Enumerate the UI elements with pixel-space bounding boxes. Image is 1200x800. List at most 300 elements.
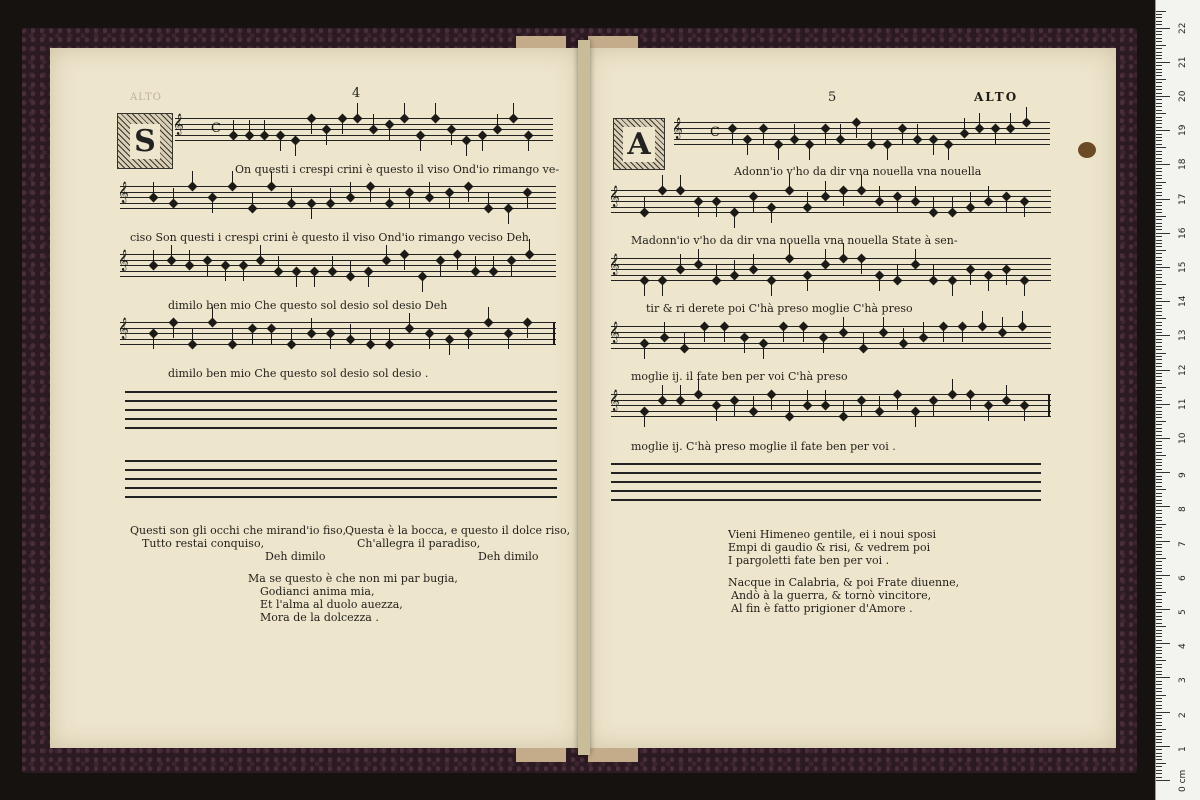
ruler-tick [1156,390,1162,391]
note-stem [962,328,963,342]
note-stem [915,186,916,200]
ruler-tick [1156,414,1162,415]
time-signature-icon: C [211,121,221,136]
ruler-tick [1156,681,1162,682]
note-stem [153,250,154,264]
left-page [50,48,580,748]
note-stem [753,254,754,268]
note-stem [291,329,292,343]
ruler-tick [1156,482,1162,483]
ruler-tick [1156,513,1162,514]
ruler-tick [1156,756,1162,757]
note-stem [260,245,261,259]
note-stem [970,192,971,206]
note-stem [680,385,681,399]
ruler-tick [1156,712,1170,713]
ruler-tick [1156,342,1162,343]
note-stem [716,203,717,217]
ruler-tick [1156,606,1162,607]
ink-stain [1078,142,1096,158]
ruler-tick [1156,298,1162,299]
note-stem [664,322,665,336]
ruler-number: 15 [1178,261,1188,273]
note-stem [350,261,351,275]
note-stem [734,214,735,228]
ruler-tick [1156,459,1162,460]
clef-icon: 𝄞 [118,250,129,271]
note-stem [716,265,717,279]
note-stem [153,335,154,349]
note-stem [902,130,903,144]
ruler-tick [1156,332,1162,333]
note-stem [744,339,745,353]
ruler-tick [1156,753,1162,754]
ruler-tick [1156,496,1162,497]
verse-stanza-2: Questa è la bocca, e questo il dolce riso, Ch'allegra il paradiso, Deh dimilo [345,524,571,563]
ruler-tick [1156,171,1162,172]
ruler-tick [1156,11,1166,12]
ruler-tick [1156,291,1162,292]
note-stem [778,146,779,160]
ruler-tick [1156,394,1162,395]
note-stem [420,137,421,151]
note-stem [789,401,790,415]
clef-icon: 𝄞 [609,390,620,411]
ruler-tick [1156,780,1170,781]
note-stem [1006,198,1007,212]
ruler-tick [1156,86,1162,87]
note-stem [825,130,826,144]
note-stem [357,103,358,117]
clef-icon: 𝄞 [609,322,620,343]
ruler-tick [1156,311,1162,312]
lyric-line: On questi i crespi crini è questo il viso Ond'io rimango ve- [235,163,560,176]
ruler-tick [1156,21,1162,22]
ruler-tick [1156,763,1166,764]
note-stem [771,396,772,410]
note-stem [173,188,174,202]
note-stem [933,265,934,279]
note-stem [809,146,810,160]
note-stem [903,328,904,342]
note-stem [429,182,430,196]
ruler-tick [1156,216,1166,217]
ruler-tick [1156,500,1162,501]
note-stem [716,407,717,421]
ruler-tick [1156,411,1162,412]
ruler-tick [1156,140,1162,141]
ruler-tick [1156,82,1162,83]
ruler-tick [1156,486,1162,487]
ruler-tick [1156,243,1162,244]
ruler-tick [1156,48,1162,49]
ruler-tick [1156,647,1162,648]
clef-icon: 𝄞 [609,254,620,275]
ruler-tick [1156,736,1162,737]
ruler-tick [1156,695,1166,696]
note-stem [497,114,498,128]
lyric-line: Madonn'io v'ho da dir vna nouella vna nouella State à sen- [631,234,958,247]
note-stem [389,126,390,140]
decorated-initial: S [117,113,173,169]
ruler-tick [1156,130,1170,131]
ruler-tick [1156,623,1162,624]
ruler-tick [1156,264,1162,265]
ruler-tick [1156,301,1170,302]
ruler-number: 16 [1178,227,1188,239]
ruler-tick [1156,650,1162,651]
note-stem [457,256,458,270]
note-stem [732,130,733,144]
note-stem [350,182,351,196]
final-barline [553,322,555,345]
note-stem [923,322,924,336]
ruler-tick [1156,534,1162,535]
ruler-tick [1156,431,1162,432]
note-stem [662,175,663,189]
lyric-line: dimilo ben mio Che questo sol desio sol desio Deh [168,299,448,312]
ruler-tick [1156,619,1162,620]
ruler-tick [1156,113,1166,114]
ruler-tick [1156,233,1170,234]
ruler-tick [1156,199,1170,200]
ruler-number: 22 [1178,22,1188,34]
note-stem [435,103,436,117]
ruler-tick [1156,209,1162,210]
ruler-tick [1156,739,1162,740]
ruler-tick [1156,103,1162,104]
ruler-tick [1156,182,1166,183]
ruler-tick [1156,578,1162,579]
ruler-tick [1156,339,1162,340]
ruler-tick [1156,329,1162,330]
ruler-tick [1156,530,1162,531]
note-stem [232,329,233,343]
note-stem [644,345,645,359]
ruler-tick [1156,407,1162,408]
ruler-tick [1156,31,1162,32]
note-stem [278,256,279,270]
note-stem [326,131,327,145]
ruler-tick [1156,568,1162,569]
note-stem [843,192,844,206]
note-stem [212,199,213,213]
note-stem [879,186,880,200]
ruler-tick [1156,524,1166,525]
ruler-tick [1156,674,1162,675]
decorated-initial: A [613,118,665,170]
ruler-tick [1156,168,1162,169]
note-stem [249,120,250,134]
ruler-tick [1156,349,1162,350]
ruler-tick [1156,770,1162,771]
ruler-tick [1156,616,1162,617]
ruler-tick [1156,226,1162,227]
ruler-tick [1156,421,1166,422]
note-stem [1026,107,1027,121]
ruler-tick [1156,229,1162,230]
note-stem [468,335,469,349]
ruler-tick [1156,270,1162,271]
ruler-number: 7 [1178,540,1188,547]
note-stem [684,333,685,347]
note-stem [988,186,989,200]
ruler-tick [1156,253,1162,254]
ruler-tick [1156,592,1166,593]
note-stem [488,193,489,207]
note-stem [449,341,450,355]
empty-staff [611,463,1041,485]
ruler-tick [1156,472,1170,473]
ruler-tick [1156,469,1162,470]
note-stem [644,197,645,211]
note-stem [1024,282,1025,296]
note-stem [1002,317,1003,331]
note-stem [861,402,862,416]
ruler-tick [1156,99,1162,100]
ruler-tick [1156,45,1166,46]
ruler-tick [1156,677,1170,678]
note-stem [192,329,193,343]
note-stem [871,129,872,143]
note-stem [389,329,390,343]
ruler-tick [1156,62,1170,63]
ruler-number: 21 [1178,56,1188,68]
ruler-tick [1156,565,1162,566]
note-stem [409,313,410,327]
music-staff [118,182,556,208]
ruler-tick [1156,424,1162,425]
binding-tape-bottom-left [516,748,566,762]
note-stem [422,278,423,292]
ruler-tick [1156,400,1162,401]
note-stem [409,194,410,208]
note-stem [897,265,898,279]
note-stem [451,131,452,145]
note-stem [724,328,725,342]
ruler-tick [1156,701,1162,702]
ruler-number: 17 [1178,193,1188,205]
note-stem [493,256,494,270]
ruler-tick [1156,520,1162,521]
ruler-tick [1156,448,1162,449]
page-number: 5 [828,90,837,105]
note-stem [528,137,529,151]
note-stem [933,141,934,155]
ruler-tick [1156,746,1170,747]
ruler-tick [1156,537,1162,538]
note-stem [232,171,233,185]
ruler-tick [1156,602,1162,603]
note-stem [803,328,804,342]
ruler-tick [1156,773,1162,774]
ruler-number: 9 [1178,472,1188,479]
note-stem [794,124,795,138]
ruler-tick [1156,404,1170,405]
note-stem [389,188,390,202]
note-stem [1006,385,1007,399]
ruler-tick [1156,41,1162,42]
final-barline [1048,394,1050,417]
ruler-number: 8 [1178,506,1188,513]
ruler-number: 11 [1178,398,1188,410]
music-staff [609,254,1051,280]
note-stem [368,273,369,287]
note-stem [915,249,916,263]
note-stem [440,262,441,276]
ruler-tick [1156,595,1162,596]
note-stem [807,192,808,206]
ruler-tick [1156,554,1162,555]
note-stem [840,124,841,138]
ruler-tick [1156,527,1162,528]
note-stem [342,120,343,134]
note-stem [508,335,509,349]
lyric-line: Adonn'io v'ho da dir vna nouella vna nouella [734,165,982,178]
ruler-tick [1156,688,1162,689]
ruler-tick [1156,397,1162,398]
ruler-tick [1156,325,1162,326]
ruler-tick [1156,476,1162,477]
note-stem [861,260,862,274]
ruler-tick [1156,363,1162,364]
note-stem [311,318,312,332]
note-stem [988,277,989,291]
ruler-number: 18 [1178,158,1188,171]
ruler-tick [1156,664,1162,665]
note-stem [783,328,784,342]
note-stem [897,198,898,212]
ruler-tick [1156,599,1162,600]
empty-staff [125,460,557,482]
ruler-tick [1156,544,1162,545]
note-stem [988,407,989,421]
verse-stanza-3: Ma se questo è che non mi par bugia, Godianci anima mia, Et l'alma al duolo auezza, Mora de la dolcezza . [248,572,458,624]
verse-stanza-2: Nacque in Calabria, & poi Frate diuenne, Andò à la guerra, & tornò vincitore, Al fin è fatto prigioner d'Amore . [728,576,960,615]
ruler-tick [1156,127,1162,128]
lyric-line: dimilo ben mio Che questo sol desio sol desio . [168,367,429,380]
ruler-tick [1156,34,1162,35]
note-stem [734,402,735,416]
ruler-tick [1156,164,1170,165]
ruler-tick [1156,305,1162,306]
note-stem [1006,271,1007,285]
lyric-line: moglie ij. C'hà preso moglie il fate ben per voi . [631,440,896,453]
ruler-tick [1156,465,1162,466]
note-stem [747,141,748,155]
note-stem [933,197,934,211]
ruler-tick [1156,725,1162,726]
ruler-tick [1156,698,1162,699]
note-stem [964,118,965,132]
note-stem [264,120,265,134]
note-stem [982,311,983,325]
ruler-tick [1156,373,1162,374]
note-stem [330,188,331,202]
ruler-tick [1156,455,1166,456]
ruler-tick [1156,219,1162,220]
ruler-tick [1156,684,1162,685]
ruler-tick [1156,493,1162,494]
note-stem [1010,113,1011,127]
ruler-tick [1156,55,1162,56]
note-stem [350,324,351,338]
ruler-tick [1156,370,1170,371]
ruler-number: 2 [1178,711,1188,718]
ruler-tick [1156,212,1162,213]
verse-stanza-1: Vieni Himeneo gentile, ei i noui sposi Empi di gaudio & risi, & vedrem poi I pargoletti fate ben per voi . [728,528,937,567]
ruler-tick [1156,147,1166,148]
note-stem [171,245,172,259]
note-stem [843,401,844,415]
note-stem [771,209,772,223]
ruler-tick [1156,117,1162,118]
note-stem [243,267,244,281]
note-stem [915,413,916,427]
note-stem [734,260,735,274]
note-stem [979,113,980,127]
note-stem [1024,407,1025,421]
ruler-tick [1156,246,1162,247]
lyric-line: ciso Son questi i crespi crini è questo il viso Ond'io rimango veciso Deh [130,231,529,244]
ruler-number: 10 [1178,432,1188,444]
clef-icon: 𝄞 [609,186,620,207]
note-stem [404,256,405,270]
note-stem [897,396,898,410]
ruler-tick [1156,561,1162,562]
ruler-tick [1156,636,1162,637]
note-stem [527,194,528,208]
note-stem [207,262,208,276]
note-stem [644,282,645,296]
note-stem [311,205,312,219]
ruler-tick [1156,558,1166,559]
note-stem [644,413,645,427]
note-stem [680,175,681,189]
note-stem [662,385,663,399]
ruler-tick [1156,585,1162,586]
ruler-tick [1156,722,1162,723]
note-stem [332,256,333,270]
clef-icon: 𝄞 [118,318,129,339]
music-staff [118,250,556,276]
ruler-tick [1156,335,1170,336]
ruler-tick [1156,749,1162,750]
ruler-tick [1156,667,1162,668]
ruler-tick [1156,462,1162,463]
right-page [586,48,1116,748]
note-stem [952,379,953,393]
note-stem [807,277,808,291]
ruler-tick [1156,144,1162,145]
ruler-tick [1156,79,1166,80]
ruler-tick [1156,277,1162,278]
page-number: 4 [352,86,361,101]
note-stem [373,114,374,128]
music-staff [609,186,1051,212]
ruler-tick [1156,294,1162,295]
ruler-tick [1156,653,1162,654]
note-stem [311,120,312,134]
ruler-tick [1156,14,1162,15]
note-stem [513,103,514,117]
ruler-tick [1156,705,1162,706]
ruler-tick [1156,729,1166,730]
ruler-tick [1156,353,1166,354]
ruler-tick [1156,718,1162,719]
ruler-tick [1156,175,1162,176]
lyric-line: moglie ij. il fate ben per voi C'hà preso [631,370,848,383]
